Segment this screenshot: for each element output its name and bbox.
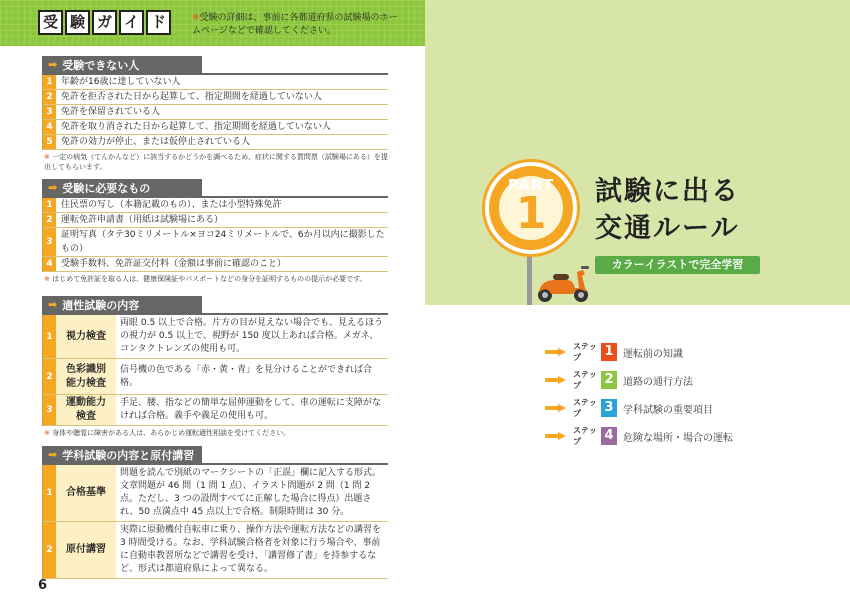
step-label: ステップ (573, 370, 597, 390)
section-cannot (42, 56, 388, 172)
part-number: 1 (515, 188, 547, 239)
step-label: ステップ (573, 342, 597, 362)
row-label: 運動能力検査 (56, 395, 116, 425)
section-heading (42, 296, 202, 313)
section-heading (42, 179, 202, 196)
step-item[interactable] (545, 343, 733, 361)
step-number: 2 (601, 371, 617, 389)
footnote-text: 身体や聴覚に障害がある人は、あらかじめ運転適性相談を受けてください。 (52, 429, 291, 437)
table-row (43, 315, 388, 359)
step-item[interactable] (545, 427, 733, 445)
section-aptitude (42, 296, 388, 438)
table-row (43, 395, 388, 426)
step-title: 道路の通行方法 (623, 376, 693, 388)
item-number: 3 (43, 105, 56, 119)
list-item (43, 228, 388, 257)
footnote-mark: ※ (44, 275, 50, 283)
note-text: 受験の詳細は、事前に各都道府県の試験場のホームページなどで確認してください。 (192, 13, 398, 36)
list-item (43, 90, 388, 105)
footnote (42, 274, 388, 284)
arrow-icon: ➡ (48, 298, 58, 311)
row-number: 1 (43, 465, 56, 521)
section-heading (42, 56, 202, 73)
step-list (545, 343, 733, 455)
footnote-text: はじめて免許証を取る人は、健康保険証やパスポートなどの身分を証明するものの提示が必要です。 (52, 275, 367, 283)
heading-text: 受験できない人 (62, 58, 140, 72)
title-char: ド (146, 10, 171, 35)
row-description: 信号機の色である「赤・黄・青」を見分けることができれば合格。 (120, 364, 373, 388)
row-description: 手足、腰、指などの簡単な屈伸運動をして、車の運転に支障がなければ合格。義手や義足の使用も可。 (120, 398, 381, 421)
step-number: 1 (601, 343, 617, 361)
step-title: 危険な場所・場合の運転 (623, 432, 733, 444)
aptitude-table (42, 315, 388, 426)
scooter-icon (533, 262, 593, 304)
row-number: 2 (43, 359, 56, 394)
item-text: 年齢が16歳に達していない人 (56, 75, 388, 89)
step-label: ステップ (573, 426, 597, 446)
part-sign (485, 162, 577, 254)
row-label: 合格基準 (56, 465, 116, 521)
item-text: 免許を取り消された日から起算して、指定期間を経過していない人 (56, 120, 388, 134)
heading-text: 学科試験の内容と原付講習 (62, 448, 195, 462)
item-number: 5 (43, 135, 56, 149)
step-item[interactable] (545, 399, 733, 417)
table-row (43, 522, 388, 579)
row-number: 1 (43, 315, 56, 358)
part-title (595, 173, 740, 247)
title-line: 試験に出る (595, 176, 740, 207)
table-row (43, 465, 388, 522)
note-mark: ※ (192, 13, 200, 23)
arrow-icon (545, 432, 567, 440)
arrow-icon (545, 376, 567, 384)
row-label: 視力検査 (56, 315, 116, 358)
item-number: 4 (43, 257, 56, 271)
item-text: 免許の効力が停止、または仮停止されている人 (56, 135, 388, 149)
item-number: 4 (43, 120, 56, 134)
row-description: 問題を読んで別紙のマークシートの「正誤」欄に記入する形式。文章問題が 46 問（1 問 1 点）、イラスト問題が 2 問（1 問 2 点。ただし、3 つの設問すべてに正解した場合に得点）出題され、50 点満点中 45 点以上で合格。制限時間は 30 分。 (120, 468, 382, 517)
item-text: 免許を拒否された日から起算して、指定期間を経過していない人 (56, 90, 388, 104)
table-row (43, 359, 388, 395)
arrow-icon: ➡ (48, 58, 58, 71)
list-item (43, 75, 388, 90)
row-description: 両眼 0.5 以上で合格。片方の目が見えない場合でも、見えるほうの視力が 0.5 以上で、視野が 150 度以上あれば合格。メガネ、コンタクトレンズの使用も可。 (120, 318, 384, 354)
guide-title (38, 10, 171, 35)
cover-panel (425, 0, 850, 305)
list-item (43, 213, 388, 228)
row-label: 色彩識別能力検査 (56, 359, 116, 394)
step-title: 運転前の知識 (623, 348, 683, 360)
step-title: 学科試験の重要項目 (623, 404, 713, 416)
list-item (43, 198, 388, 213)
list-item (43, 257, 388, 272)
footnote (42, 152, 388, 172)
title-char: イ (119, 10, 144, 35)
item-text: 証明写真（タテ30ミリメートル×ヨコ24ミリメートルで、6か月以内に撮影したもの） (56, 228, 388, 256)
arrow-icon (545, 404, 567, 412)
item-number: 1 (43, 75, 56, 89)
section-written (42, 446, 388, 579)
step-number: 4 (601, 427, 617, 445)
step-number: 3 (601, 399, 617, 417)
row-number: 2 (43, 522, 56, 578)
footnote-mark: ※ (44, 429, 50, 437)
item-list (42, 75, 388, 150)
item-number: 1 (43, 198, 56, 212)
footnote (42, 428, 388, 438)
right-page (425, 0, 850, 603)
item-text: 住民票の写し（本籍記載のもの）、または小型特殊免許 (56, 198, 388, 212)
item-number: 2 (43, 213, 56, 227)
guide-note (192, 12, 402, 38)
heading-text: 適性試験の内容 (62, 298, 140, 312)
item-number: 2 (43, 90, 56, 104)
item-text: 受験手数料、免許証交付料（金額は事前に確認のこと） (56, 257, 388, 271)
row-label: 原付講習 (56, 522, 116, 578)
arrow-icon (545, 348, 567, 356)
title-line: 交通ルール (595, 213, 740, 244)
title-char: ガ (92, 10, 117, 35)
list-item (43, 135, 388, 150)
item-text: 運転免許申請書（用紙は試験場にある） (56, 213, 388, 227)
step-label: ステップ (573, 398, 597, 418)
list-item (43, 105, 388, 120)
subtitle-badge: カラーイラストで完全学習 (595, 256, 760, 274)
arrow-icon: ➡ (48, 181, 58, 194)
footnote-mark: ※ (44, 153, 50, 161)
heading-text: 受験に必要なもの (62, 181, 151, 195)
title-char: 験 (65, 10, 90, 35)
section-heading (42, 446, 202, 463)
step-item[interactable] (545, 371, 733, 389)
arrow-icon: ➡ (48, 448, 58, 461)
title-char: 受 (38, 10, 63, 35)
list-item (43, 120, 388, 135)
item-number: 3 (43, 228, 56, 256)
section-needed (42, 179, 388, 284)
footnote-text: 一定の病気（てんかんなど）に該当するかどうかを調べるため、症状に関する質問票（試験場にある）を提出してもらいます。 (44, 153, 388, 171)
row-description: 実際に原動機付自転車に乗り、操作方法や運転方法などの講習を 3 時間受ける。なお、学科試験合格者を対象に行う場合や、事前に自動車教習所などで講習を受け、「講習修了書」を持参するなど、形式は都道府県によって異なる。 (120, 525, 382, 574)
page-number: 6 (38, 578, 48, 593)
written-table (42, 465, 388, 579)
part-label: PART (507, 176, 555, 194)
row-number: 3 (43, 395, 56, 425)
item-list (42, 198, 388, 272)
item-text: 免許を保留されている人 (56, 105, 388, 119)
